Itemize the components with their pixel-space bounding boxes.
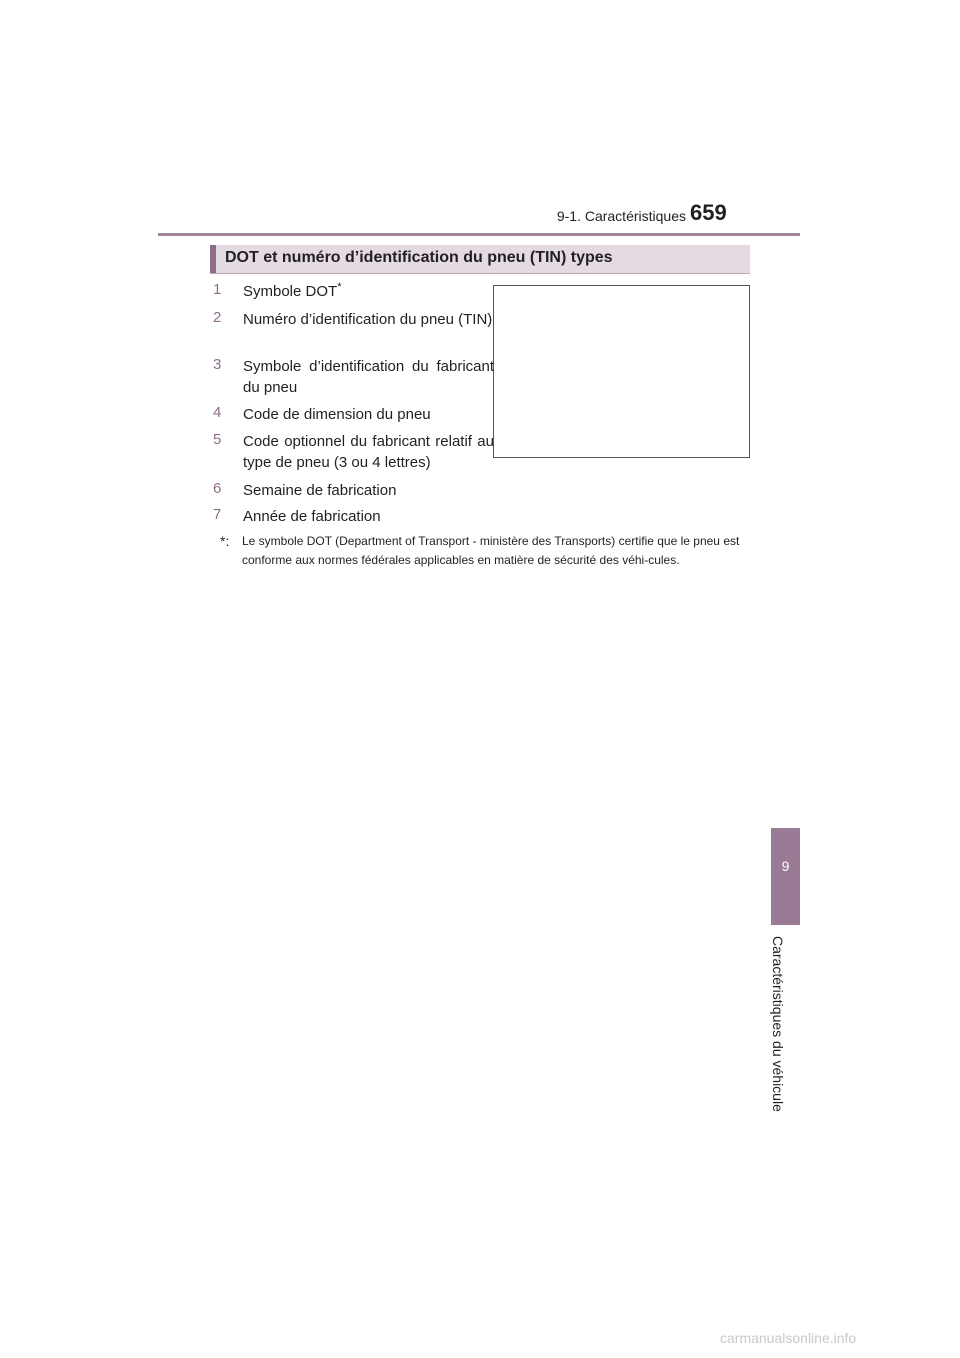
item-text: Numéro d’identification du pneu (TIN) bbox=[243, 311, 493, 328]
item-text: Symbole d’identification du fabricant du pneu bbox=[243, 358, 494, 396]
chapter-tab-number: 9 bbox=[781, 858, 790, 874]
section-heading-accent bbox=[210, 245, 216, 273]
footnote-text: Le symbole DOT (Department of Transport - ministère des Transports) certifie que le pneu est conforme aux normes fédérales applicables en matière de sécurité des véhi-cules. bbox=[242, 534, 740, 567]
section-heading-bar bbox=[210, 245, 750, 274]
item-number: 2 bbox=[213, 309, 222, 326]
watermark: carmanualsonline.info bbox=[720, 1330, 857, 1346]
header-section-title: 9-1. Caractéristiques bbox=[556, 208, 686, 224]
item-text: Année de fabrication bbox=[243, 508, 381, 525]
item-text: Code de dimension du pneu bbox=[243, 406, 431, 423]
item-number: 4 bbox=[213, 404, 222, 421]
chapter-tab-label: Caractéristiques du véhicule bbox=[770, 936, 786, 1112]
section-heading: DOT et numéro d’identification du pneu (TIN) types bbox=[225, 249, 613, 266]
item-number: 1 bbox=[213, 281, 222, 298]
item-number: 6 bbox=[213, 480, 222, 497]
item-number: 5 bbox=[213, 431, 222, 448]
tire-figure-frame bbox=[493, 285, 750, 458]
header-rule bbox=[158, 233, 800, 236]
item-text: Symbole DOT* bbox=[243, 281, 342, 300]
chapter-tab bbox=[771, 828, 800, 925]
item-text: Code optionnel du fabricant relatif au type de pneu (3 ou 4 lettres) bbox=[243, 433, 494, 471]
item-number: 3 bbox=[213, 356, 222, 373]
item-text: Semaine de fabrication bbox=[243, 482, 397, 499]
page-number: 659 bbox=[690, 200, 727, 225]
footnote-mark: *: bbox=[220, 533, 230, 549]
item-number: 7 bbox=[213, 506, 222, 523]
